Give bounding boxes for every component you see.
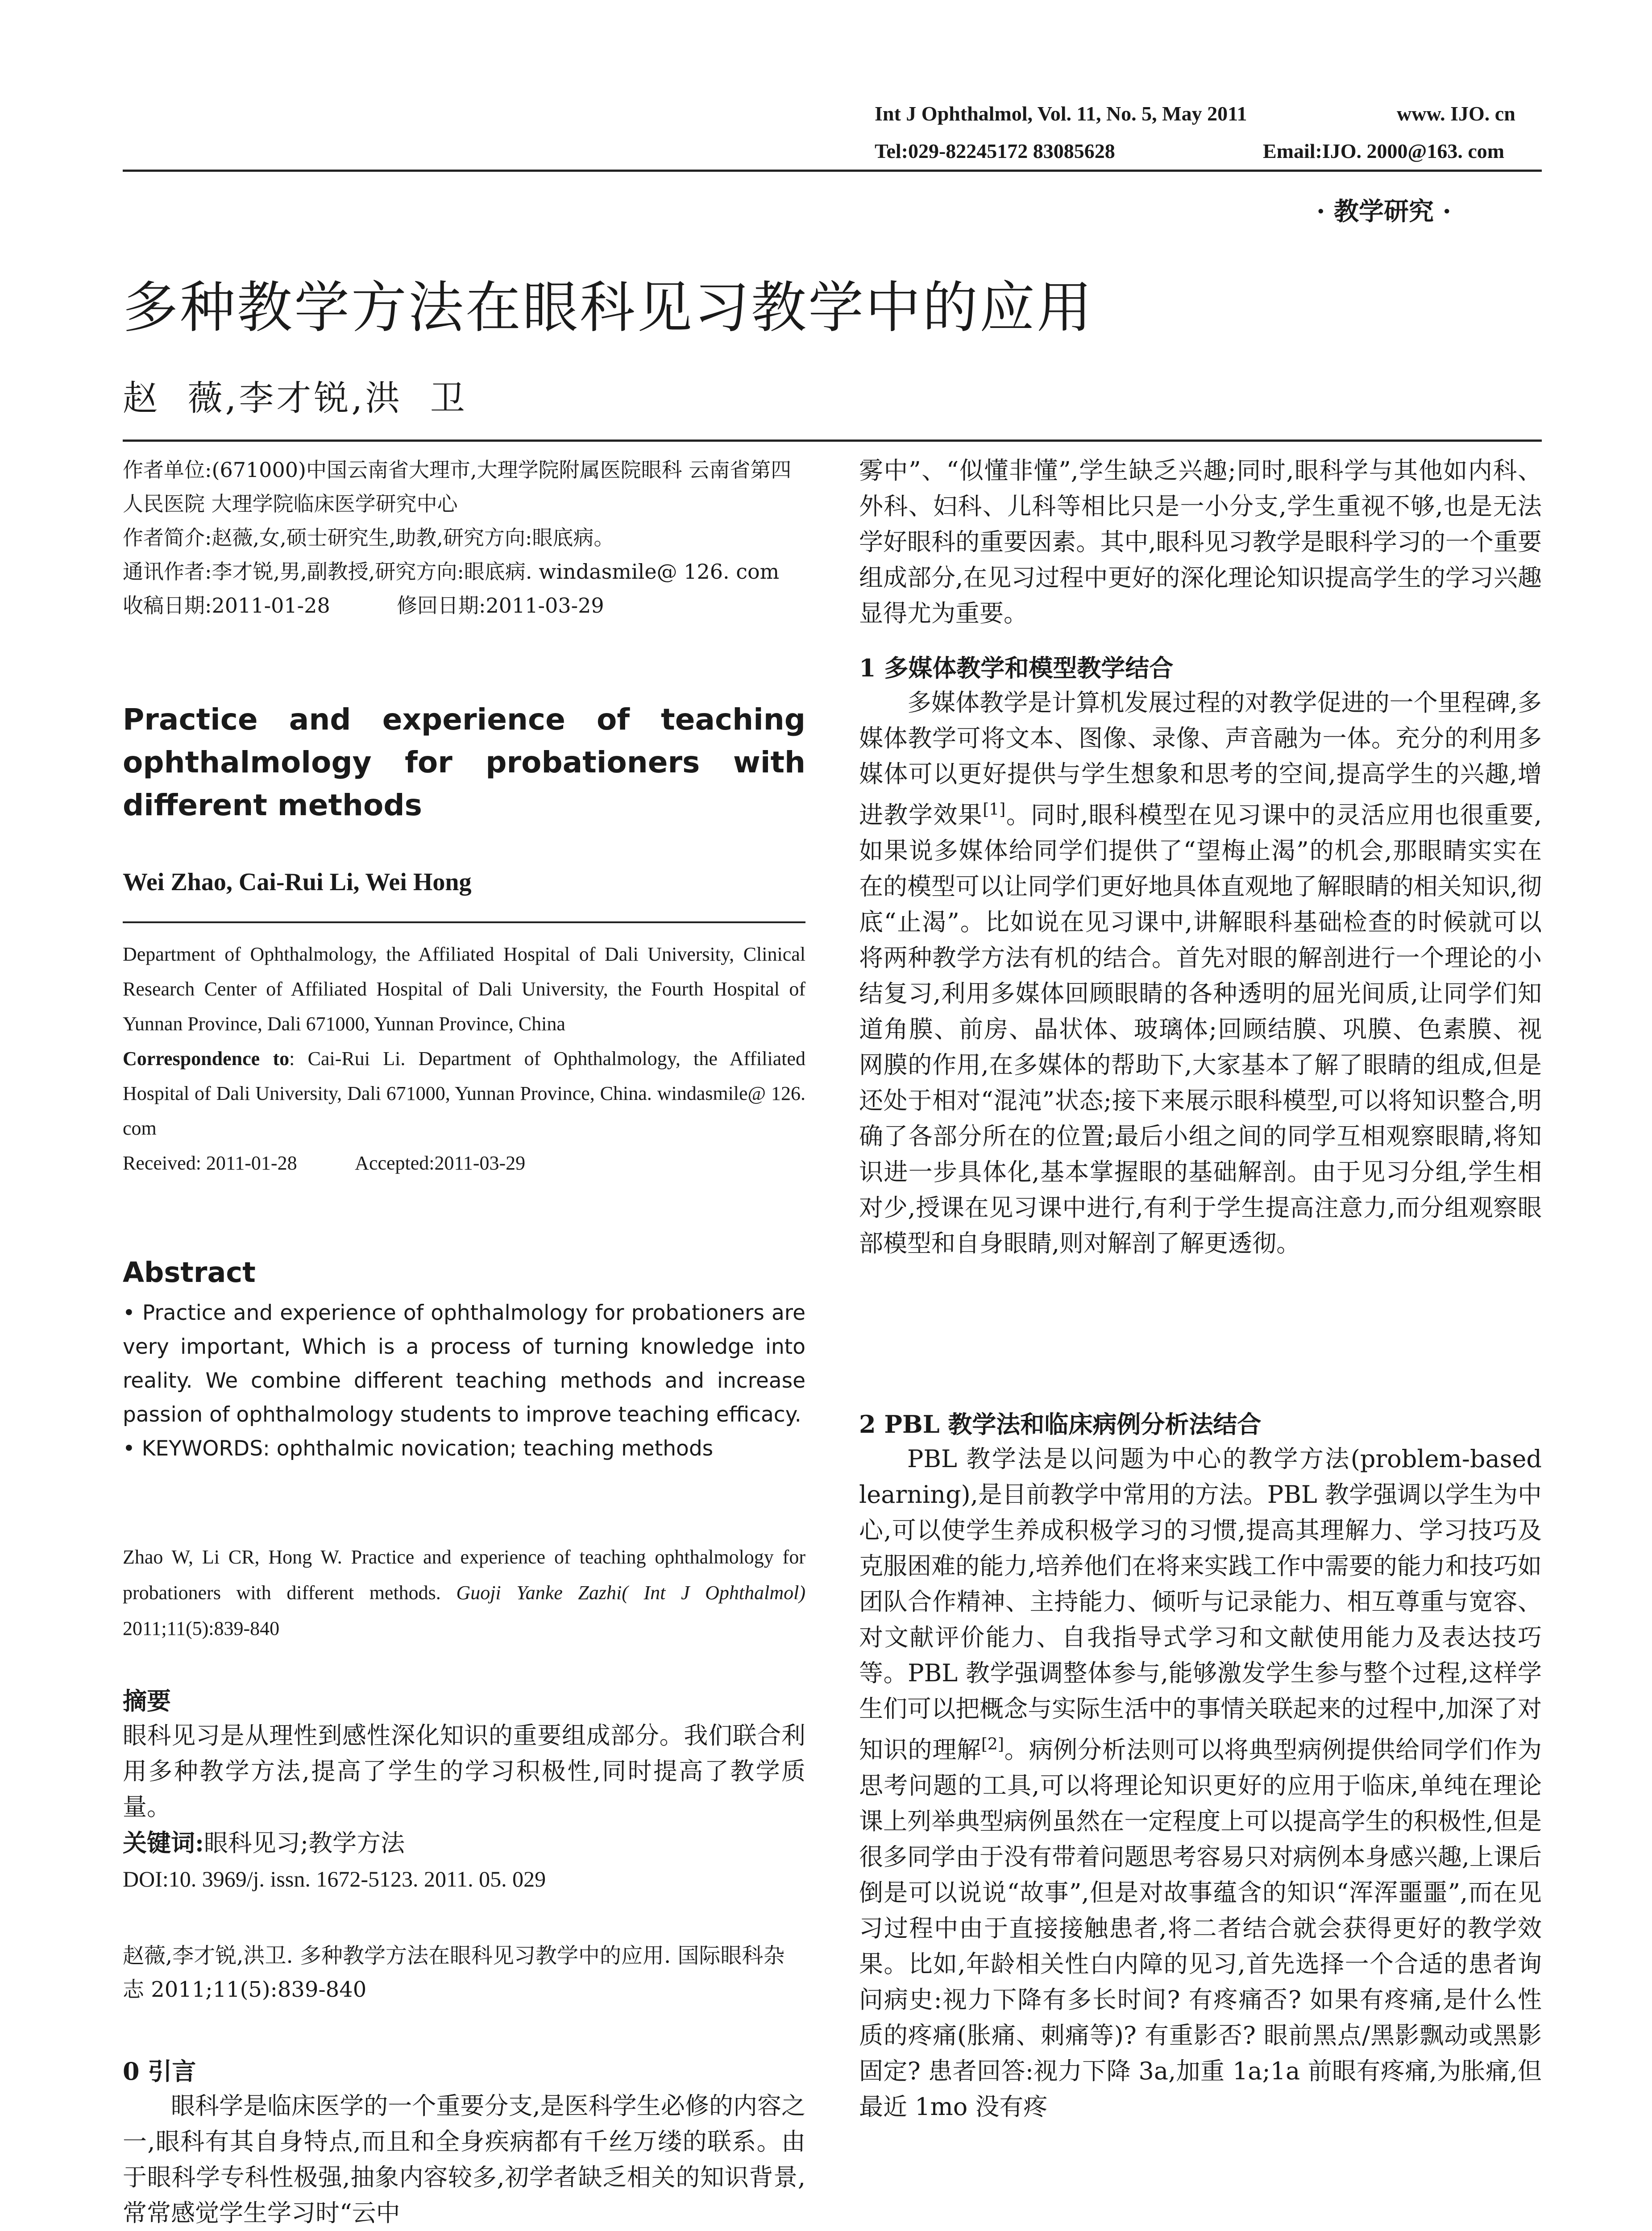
section-2-text-b: 。病例分析法则可以将典型病例提供给同学们作为思考问题的工具,可以将理论知识更好的应用于临床,单纯在理论课上列举典型病例虽然在一定程度上可以提高学生的积极性,但是很多同学由于没有带着问题思考容易只对病例本身感兴趣,上课后倒是可以说说“故事”,但是对故事蕴含的知识“浑浑噩噩”,而在见习过程中由于直接接触患者,将二者结合就会获得更好的教学效果。比如,年龄相关性白内障的见习,首先选择一个合适的患者询问病史:视力下降有多长时间? 有疼痛否? 如果有疼痛,是什么性质的疼痛(胀痛、刺痛等)? 有重影否? 眼前黑点/黑影飘动或黑影固定? 患者回答:视力下降 3a,加重 1a;1a 前眼有疼痛,为胀痛,但最近 1mo 没有疼 [859, 1736, 1542, 2121]
abstract-cn-keywords [123, 1825, 805, 1861]
section-2-paragraph [859, 1441, 1542, 2125]
keywords-label: 关键词: [123, 1829, 204, 1857]
abstract-heading: Abstract [123, 1256, 256, 1289]
author-info [123, 453, 805, 622]
english-title: Practice and experience of teaching ophthalmology for probationers with different methods [123, 702, 805, 822]
affiliation-dates [123, 1146, 805, 1181]
journal-tel: Tel:029-82245172 83085628 [875, 140, 1115, 162]
citation-en [123, 1539, 805, 1646]
abstract-en [123, 1296, 805, 1466]
received-en: Received: 2011-01-28 [123, 1152, 297, 1174]
author-corresponding: 通讯作者:李才锐,男,副教授,研究方向:眼底病. windasmile@ 126. com [123, 560, 780, 584]
reference-1[interactable]: [1] [983, 800, 1006, 819]
keywords-value: 眼科见习;教学方法 [203, 1829, 405, 1857]
received-date: 收稿日期:2011-01-28 [123, 593, 330, 618]
author-unit: 作者单位:(671000)中国云南省大理市,大理学院附属医院眼科 云南省第四人民医院 大理学院临床医学研究中心 [123, 458, 792, 516]
title-rule [123, 440, 1542, 442]
section-2-text-a: PBL 教学法是以问题为中心的教学方法(problem-based learning),是目前教学中常用的方法。PBL 教学强调以学生为中心,可以使学生养成积极学习的习惯,提高其理解力、学习技巧及克服困难的能力,培养他们在将来实践工作中需要的能力和技巧如团队合作精神、主持能力、倾听与记录能力、相互尊重与宽容、对文献评价能力、自我指导式学习和文献使用能力及表达技巧等。PBL 教学强调整体参与,能够激发学生参与整个过程,这样学生们可以把概念与实际生活中的事情关联起来的过程中,加深了对知识的理解 [859, 1445, 1542, 1764]
reference-2[interactable]: [2] [981, 1735, 1004, 1754]
section-0-paragraph: 眼科学是临床医学的一个重要分支,是医科学生必修的内容之一,眼科有其自身特点,而且和全身疾病都有千丝万缕的联系。由于眼科学专科性极强,抽象内容较多,初学者缺乏相关的知识背景,常常感觉学生学习时“云中 [123, 2092, 805, 2227]
correspondence-text: : Cai-Rui Li. Department of Ophthalmology, the Affiliated Hospital of Dali University, Dali 671000, Yunnan Province, China. windasmile@ 126. com [123, 1048, 805, 1139]
citation-en-tail: 2011;11(5):839-840 [123, 1617, 280, 1639]
english-affiliation [123, 937, 805, 1181]
section-tag: · 教学研究 · [1316, 197, 1451, 226]
citation-en-journal: Guoji Yanke Zazhi( Int J Ophthalmol) [456, 1582, 805, 1604]
author-dates [123, 589, 805, 622]
abstract-cn [123, 1718, 805, 1897]
authors-cn: 赵 薇,李才锐,洪 卫 [123, 378, 468, 419]
section-2-heading: 2 PBL 教学法和临床病例分析法结合 [859, 1410, 1262, 1439]
revised-date: 修回日期:2011-03-29 [396, 593, 604, 618]
citation-en-text: Zhao W, Li CR, Hong W. Practice and experience of teaching ophthalmology for probationers with different methods. [123, 1546, 805, 1604]
section-1-heading: 1 多媒体教学和模型教学结合 [859, 654, 1174, 682]
abstract-cn-heading: 摘要 [123, 1687, 171, 1715]
page-title: 多种教学方法在眼科见习教学中的应用 [123, 276, 1094, 340]
journal-email: Email:IJO. 2000@163. com [1263, 140, 1505, 162]
abstract-en-body: • Practice and experience of ophthalmology for probationers are very important, Which is a process of turning knowledge into reality. We combine different teaching methods and increase passion of ophthalmology students to improve teaching efficacy. [123, 1301, 805, 1427]
section-0-heading: 0 引言 [123, 2057, 196, 2086]
affiliation-correspondence [123, 1041, 805, 1146]
section-1-text-b: 。同时,眼科模型在见习课中的灵活应用也很重要,如果说多媒体给同学们提供了“望梅止渴”的机会,那眼睛实实在在的模型可以让同学们更好地具体直观地了解眼睛的相关知识,彻底“止渴”。比如说在见习课中,讲解眼科基础检查的时候就可以将两种教学方法有机的结合。首先对眼的解剖进行一个理论的小结复习,利用多媒体回顾眼睛的各种透明的屈光间质,让同学们知道角膜、前房、晶状体、玻璃体;回顾结膜、巩膜、色素膜、视网膜的作用,在多媒体的帮助下,大家基本了解了眼睛的组成,但是还处于相对“混沌”状态;接下来展示眼科模型,可以将知识整合,明确了各部分所在的位置;最后小组之间的同学互相观察眼睛,将知识进一步具体化,基本掌握眼的基础解剖。由于见习分组,学生相对少,授课在见习课中进行,有利于学生提高注意力,而分组观察眼部模型和自身眼睛,则对解剖了解更透彻。 [859, 801, 1542, 1257]
journal-line: Int J Ophthalmol, Vol. 11, No. 5, May 2011 [875, 102, 1247, 125]
section-1-paragraph [859, 685, 1542, 1261]
affiliation-department: Department of Ophthalmology, the Affiliated Hospital of Dali University, Clinical Research Center of Affiliated Hospital of Dali University, the Fourth Hospital of Yunnan Province, Dali 671000, Yunnan Province, China [123, 943, 805, 1035]
english-authors: Wei Zhao, Cai-Rui Li, Wei Hong [123, 868, 472, 896]
accepted-en: Accepted:2011-03-29 [355, 1152, 526, 1174]
journal-website: www. IJO. cn [1397, 102, 1515, 125]
section-0-continued: 雾中”、“似懂非懂”,学生缺乏兴趣;同时,眼科学与其他如内科、外科、妇科、儿科等相比只是一小分支,学生重视不够,也是无法学好眼科的重要因素。其中,眼科见习教学是眼科学习的一个重要组成部分,在见习过程中更好的深化理论知识提高学生的学习兴趣显得尤为重要。 [859, 456, 1542, 627]
abstract-en-keywords: • KEYWORDS: ophthalmic novication; teaching methods [123, 1436, 714, 1461]
citation-cn: 赵薇,李才锐,洪卫. 多种教学方法在眼科见习教学中的应用. 国际眼科杂志 2011;11(5):839-840 [123, 1943, 785, 2002]
section-1-text-a: 多媒体教学是计算机发展过程的对教学促进的一个里程碑,多媒体教学可将文本、图像、录像、声音融为一体。充分的利用多媒体可以更好提供与学生想象和思考的空间,提高学生的兴趣,增进教学效果 [859, 688, 1542, 829]
authors-rule [123, 921, 805, 923]
header-rule [123, 170, 1542, 172]
abstract-cn-body: 眼科见习是从理性到感性深化知识的重要组成部分。我们联合利用多种教学方法,提高了学生的学习积极性,同时提高了教学质量。 [123, 1721, 805, 1821]
correspondence-label: Correspondence to [123, 1048, 290, 1070]
author-bio: 作者简介:赵薇,女,硕士研究生,助教,研究方向:眼底病。 [123, 526, 614, 550]
doi: DOI:10. 3969/j. issn. 1672-5123. 2011. 05. 029 [123, 1866, 546, 1891]
